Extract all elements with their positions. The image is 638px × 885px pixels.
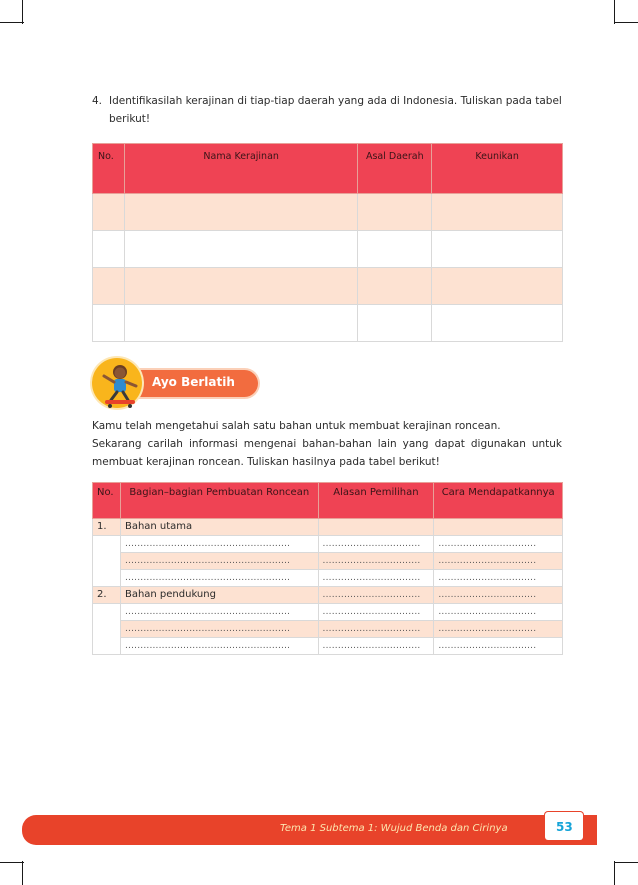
fill-line[interactable]: ................................ [318, 604, 434, 621]
question-text: Identifikasilah kerajinan di tiap-tiap daerah yang ada di Indonesia. Tuliskan pada tabel berikut! [109, 95, 562, 125]
header-no: No. [93, 144, 125, 194]
fill-line[interactable]: ...................................................... [120, 621, 318, 638]
fill-line[interactable]: ...................................................... [120, 570, 318, 587]
table-header-row [93, 144, 563, 194]
table-row [93, 638, 563, 655]
table-row [93, 231, 563, 268]
table-row [93, 268, 563, 305]
skateboard-kid-icon [96, 360, 142, 410]
table-cell[interactable] [358, 194, 432, 231]
question-number: 4. [92, 95, 103, 107]
crop-mark [0, 22, 24, 23]
fill-line[interactable]: ................................ [434, 604, 563, 621]
table-row [93, 519, 563, 536]
table-cell[interactable] [124, 268, 357, 305]
table-row [93, 194, 563, 231]
row-number: 1. [93, 519, 121, 536]
crop-mark [614, 862, 638, 863]
table-cell[interactable] [358, 305, 432, 342]
table-cell[interactable] [93, 194, 125, 231]
table-row [93, 536, 563, 553]
fill-line[interactable]: ...................................................... [120, 553, 318, 570]
fill-line[interactable]: ................................ [318, 536, 434, 553]
banner-label: Ayo Berlatih [152, 375, 235, 389]
header-reason: Alasan Pemilihan [318, 483, 434, 519]
header-uniqueness: Keunikan [432, 144, 563, 194]
fill-line[interactable]: ................................ [434, 536, 563, 553]
fill-line[interactable]: ................................ [318, 570, 434, 587]
crafts-table [92, 143, 563, 342]
instruction-paragraph [92, 417, 562, 471]
ronceaan-materials-table [92, 482, 563, 655]
table-cell[interactable] [432, 268, 563, 305]
table-cell[interactable] [358, 231, 432, 268]
crop-mark [22, 0, 23, 24]
table-cell[interactable] [318, 519, 434, 536]
table-cell[interactable] [358, 268, 432, 305]
crop-mark [614, 22, 638, 23]
header-no: No. [93, 483, 121, 519]
fill-line[interactable]: ................................ [318, 587, 434, 604]
table-cell[interactable] [432, 305, 563, 342]
table-cell[interactable] [432, 194, 563, 231]
crop-mark [614, 0, 615, 24]
ayo-berlatih-banner [88, 358, 278, 414]
header-craft-name: Nama Kerajinan [124, 144, 357, 194]
fill-line[interactable]: ................................ [318, 553, 434, 570]
table-cell[interactable] [93, 231, 125, 268]
table-row [93, 553, 563, 570]
table-row [93, 570, 563, 587]
table-cell[interactable] [93, 305, 125, 342]
table-row [93, 587, 563, 604]
crop-mark [22, 861, 23, 885]
table-cell[interactable] [93, 268, 125, 305]
fill-line[interactable]: ................................ [434, 638, 563, 655]
fill-line[interactable]: ................................ [318, 621, 434, 638]
fill-line[interactable]: ................................ [434, 621, 563, 638]
fill-line[interactable]: ................................ [434, 553, 563, 570]
crop-mark [614, 861, 615, 885]
table-row [93, 621, 563, 638]
paragraph-line: Kamu telah mengetahui salah satu bahan untuk membuat kerajinan roncean. [92, 420, 501, 432]
table-cell[interactable] [124, 305, 357, 342]
row-part: Bahan utama [120, 519, 318, 536]
table-header-row [93, 483, 563, 519]
table-cell[interactable] [124, 231, 357, 268]
header-part: Bagian–bagian Pembuatan Roncean [120, 483, 318, 519]
fill-line[interactable]: ................................ [318, 638, 434, 655]
fill-line[interactable]: ...................................................... [120, 536, 318, 553]
table-cell[interactable] [432, 231, 563, 268]
page-number: 53 [556, 820, 573, 834]
table-cell [93, 536, 121, 587]
paragraph-line: Sekarang carilah informasi mengenai bahan-bahan lain yang dapat digunakan untuk membuat kerajinan roncean. Tuliskan hasilnya pada tabel berikut! [92, 438, 562, 468]
table-cell[interactable] [434, 519, 563, 536]
question-4 [92, 92, 562, 128]
row-number: 2. [93, 587, 121, 604]
table-cell[interactable] [124, 194, 357, 231]
fill-line[interactable]: ................................ [434, 570, 563, 587]
row-part: Bahan pendukung [120, 587, 318, 604]
table-row [93, 305, 563, 342]
fill-line[interactable]: ...................................................... [120, 638, 318, 655]
fill-line[interactable]: ................................ [434, 587, 563, 604]
crop-mark [0, 862, 24, 863]
fill-line[interactable]: ...................................................... [120, 604, 318, 621]
footer-theme-text: Tema 1 Subtema 1: Wujud Benda dan Cirinya [280, 823, 508, 834]
table-row [93, 604, 563, 621]
header-origin: Asal Daerah [358, 144, 432, 194]
table-cell [93, 604, 121, 655]
header-how: Cara Mendapatkannya [434, 483, 563, 519]
